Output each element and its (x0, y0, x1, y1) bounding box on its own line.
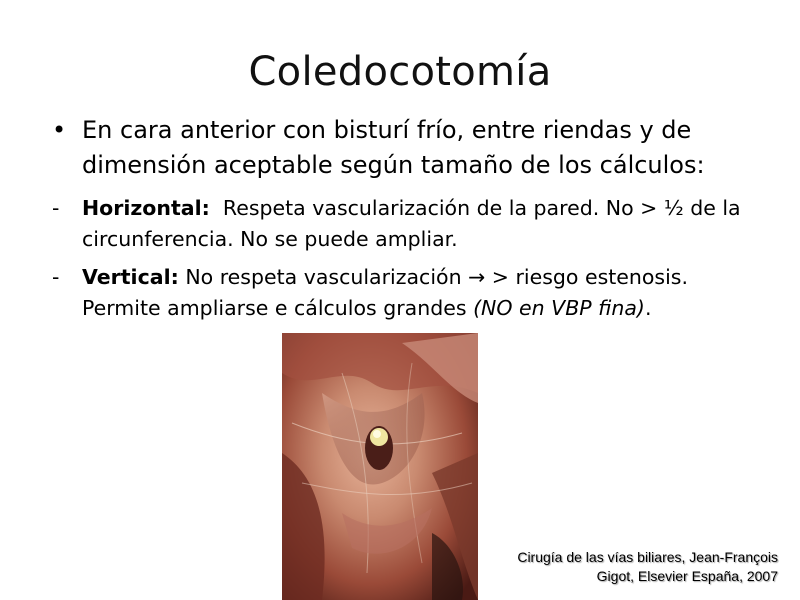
surgical-photo (282, 333, 478, 600)
sub-item-body: Respeta vascularización de la pared. No > ½ de la circunferencia. No se puede ampliar. (82, 196, 748, 251)
sub-item-label: Vertical: (82, 265, 179, 289)
sub-item-text (82, 193, 772, 255)
main-bullet-text: En cara anterior con bisturí frío, entre riendas y de dimensión aceptable según tamaño de los cálculos: (82, 116, 705, 179)
dash-marker: - (52, 265, 60, 289)
sub-item-italic: (NO en VBP fina) (473, 296, 645, 320)
sub-item-tail: . (644, 296, 652, 320)
sub-item-text (82, 262, 772, 324)
slide-title: Coledocotomía (248, 49, 552, 95)
image-caption: Cirugía de las vías biliares, Jean-François Gigot, Elsevier España, 2007 (517, 549, 778, 584)
dash-marker: - (52, 196, 60, 220)
surgical-photo-graphic (282, 333, 478, 600)
bullet-marker: • (52, 116, 67, 144)
sub-item-body: No respeta vascularización → > riesgo estenosis. Permite ampliarse e cálculos grandes (82, 265, 695, 320)
sub-item-label: Horizontal: (82, 196, 210, 220)
